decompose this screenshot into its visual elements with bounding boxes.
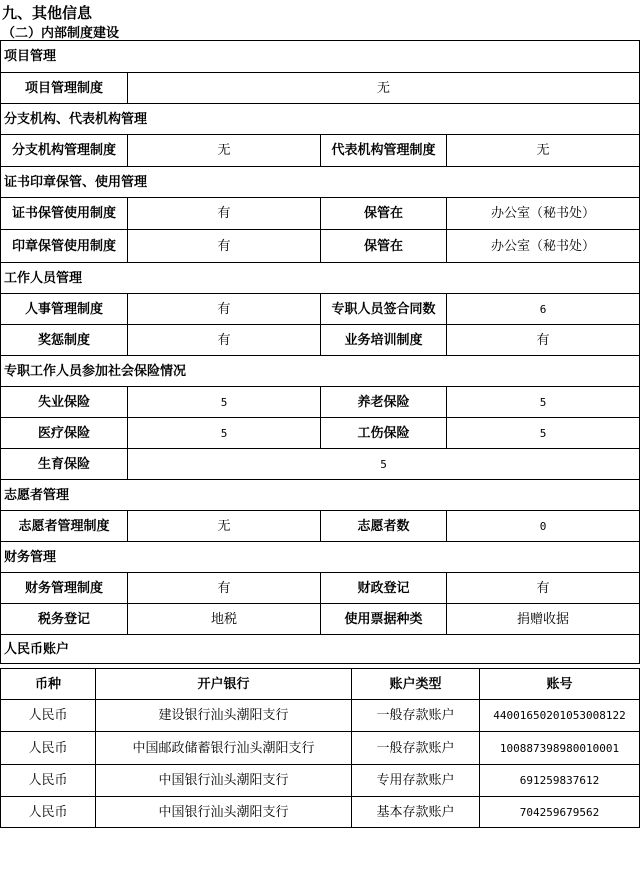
- contract-count-value: 6: [447, 294, 640, 325]
- injury-value: 5: [447, 418, 640, 449]
- account-bank: 中国邮政储蓄银行汕头潮阳支行: [96, 732, 352, 765]
- receipt-type-label: 使用票据种类: [321, 604, 447, 635]
- medical-value: 5: [128, 418, 321, 449]
- account-number: 44001650201053008122: [480, 700, 640, 732]
- branch-rule-value: 无: [128, 135, 321, 167]
- training-rule-label: 业务培训制度: [321, 325, 447, 356]
- medical-label: 医疗保险: [1, 418, 128, 449]
- table-row: [1, 765, 640, 797]
- account-number: 704259679562: [480, 797, 640, 828]
- account-currency: 人民币: [1, 797, 96, 828]
- cert-rule-label: 证书保管使用制度: [1, 198, 128, 230]
- account-type: 一般存款账户: [352, 732, 480, 765]
- account-bank: 中国银行汕头潮阳支行: [96, 797, 352, 828]
- finance-rule-label: 财务管理制度: [1, 573, 128, 604]
- page-heading: 九、其他信息: [2, 4, 93, 22]
- project-rule-label: 项目管理制度: [1, 73, 128, 104]
- col-header-number: 账号: [480, 669, 640, 700]
- account-bank: 中国银行汕头潮阳支行: [96, 765, 352, 797]
- account-currency: 人民币: [1, 732, 96, 765]
- unemployment-value: 5: [128, 387, 321, 418]
- cert-rule-value: 有: [128, 198, 321, 230]
- section-seal: 证书印章保管、使用管理: [1, 167, 640, 198]
- tax-registration-value: 地税: [128, 604, 321, 635]
- fiscal-registration-value: 有: [447, 573, 640, 604]
- account-type: 基本存款账户: [352, 797, 480, 828]
- rep-rule-value: 无: [447, 135, 640, 167]
- volunteer-rule-value: 无: [128, 511, 321, 542]
- reward-rule-value: 有: [128, 325, 321, 356]
- maternity-value: 5: [128, 449, 640, 480]
- injury-label: 工伤保险: [321, 418, 447, 449]
- seal-rule-label: 印章保管使用制度: [1, 230, 128, 263]
- hr-rule-label: 人事管理制度: [1, 294, 128, 325]
- fiscal-registration-label: 财政登记: [321, 573, 447, 604]
- section-finance: 财务管理: [1, 542, 640, 573]
- rep-rule-label: 代表机构管理制度: [321, 135, 447, 167]
- volunteer-count-value: 0: [447, 511, 640, 542]
- volunteer-count-label: 志愿者数: [321, 511, 447, 542]
- account-number: 100887398980010001: [480, 732, 640, 765]
- table-row: [1, 797, 640, 828]
- section-volunteer: 志愿者管理: [1, 480, 640, 511]
- seal-rule-value: 有: [128, 230, 321, 263]
- pension-label: 养老保险: [321, 387, 447, 418]
- account-bank: 建设银行汕头潮阳支行: [96, 700, 352, 732]
- seal-kept-label: 保管在: [321, 230, 447, 263]
- col-header-currency: 币种: [1, 669, 96, 700]
- accounts-table: [0, 668, 640, 828]
- internal-rules-table: [0, 40, 640, 664]
- col-header-bank: 开户银行: [96, 669, 352, 700]
- section-staff: 工作人员管理: [1, 263, 640, 294]
- account-type: 专用存款账户: [352, 765, 480, 797]
- cert-kept-value: 办公室（秘书处）: [447, 198, 640, 230]
- section-project: 项目管理: [1, 41, 640, 73]
- project-rule-value: 无: [128, 73, 640, 104]
- table-row: [1, 732, 640, 765]
- pension-value: 5: [447, 387, 640, 418]
- finance-rule-value: 有: [128, 573, 321, 604]
- account-type: 一般存款账户: [352, 700, 480, 732]
- sub-heading: （二）内部制度建设: [2, 26, 120, 41]
- branch-rule-label: 分支机构管理制度: [1, 135, 128, 167]
- section-accounts: 人民币账户: [1, 635, 640, 664]
- table-row: [1, 700, 640, 732]
- contract-count-label: 专职人员签合同数: [321, 294, 447, 325]
- hr-rule-value: 有: [128, 294, 321, 325]
- account-currency: 人民币: [1, 765, 96, 797]
- cert-kept-label: 保管在: [321, 198, 447, 230]
- account-currency: 人民币: [1, 700, 96, 732]
- volunteer-rule-label: 志愿者管理制度: [1, 511, 128, 542]
- seal-kept-value: 办公室（秘书处）: [447, 230, 640, 263]
- unemployment-label: 失业保险: [1, 387, 128, 418]
- reward-rule-label: 奖惩制度: [1, 325, 128, 356]
- section-insurance: 专职工作人员参加社会保险情况: [1, 356, 640, 387]
- maternity-label: 生育保险: [1, 449, 128, 480]
- account-number: 691259837612: [480, 765, 640, 797]
- training-rule-value: 有: [447, 325, 640, 356]
- section-branch: 分支机构、代表机构管理: [1, 104, 640, 135]
- col-header-type: 账户类型: [352, 669, 480, 700]
- receipt-type-value: 捐赠收据: [447, 604, 640, 635]
- tax-registration-label: 税务登记: [1, 604, 128, 635]
